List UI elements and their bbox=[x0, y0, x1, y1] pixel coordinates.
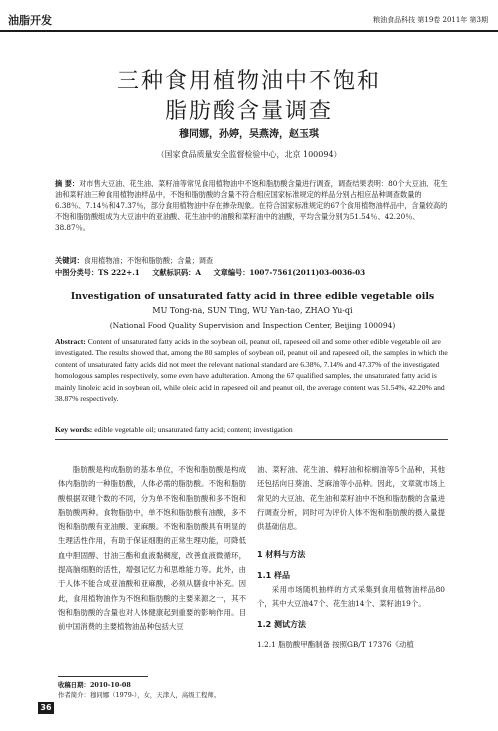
journal-info: 粮油食品科技 第19卷 2011年 第3期 bbox=[373, 16, 488, 24]
title-line-1: 三种食用植物油中不饱和 bbox=[116, 69, 381, 94]
document-code: 文献标识码：A bbox=[152, 268, 201, 277]
body-right-column bbox=[257, 463, 445, 652]
english-keywords-text: edible vegetable oil; unsaturated fatty acid; content; investigation bbox=[94, 425, 293, 434]
english-affiliation: (National Food Quality Supervision and Inspection Center, Beijing 100094) bbox=[109, 321, 396, 330]
author-bio: 作者简介：穆同娜（1979-），女，天津人，高级工程师。 bbox=[58, 691, 221, 699]
subsection-1-2: 1.2 测试方法 bbox=[257, 619, 306, 629]
article-number: 文章编号：1007-7561(2011)03-0036-03 bbox=[213, 268, 366, 277]
running-header bbox=[0, 0, 498, 40]
english-abstract-label: Abstract: bbox=[55, 337, 86, 346]
english-abstract bbox=[55, 336, 450, 404]
keywords-text: 食用植物油；不饱和脂肪酸；含量；调查 bbox=[83, 256, 214, 265]
body-left-column bbox=[58, 463, 246, 635]
classification-line bbox=[55, 268, 450, 278]
section-label: 油脂开发 bbox=[8, 14, 52, 27]
authors: 穆同娜，孙婷，吴燕涛，赵玉琪 bbox=[179, 129, 319, 140]
section-heading-1: 1 材料与方法 bbox=[257, 550, 306, 560]
abstract-label: 摘 要： bbox=[55, 179, 80, 188]
chinese-abstract bbox=[55, 178, 450, 233]
intro-continued: 油、菜籽油、花生油、棉籽油和棕榈油等5个品种，其他还包括向日葵油、芝麻油等小品种。因此，文章就市场上常见的大豆油、花生油和菜籽油中不饱和脂肪酸的含量进行调查分析，同时可为评价人体不饱和脂肪酸的摄入量提供基础信息。 bbox=[257, 465, 445, 532]
english-keywords-label: Key words: bbox=[55, 425, 93, 434]
intro-paragraph: 脂肪酸是构成脂肪的基本单位，不饱和脂肪酸是构成体内脂肪的一种脂肪酸，人体必需的脂肪酸。不饱和脂肪酸根据双键个数的不同，分为单不饱和脂肪酸和多不饱和脂肪酸两种。食物脂肪中，单不饱和脂肪酸有油酸，多不饱和脂肪酸有亚油酸、亚麻酸。不饱和脂肪酸具有明显的生理活性作用，有助于保证细胞的正常生理功能，可降低血中胆固醇、甘油三酯和血液黏稠度，改善血液微循环，提高脑细胞的活性，增强记忆力和思维能力等。此外，由于人体不能合成亚油酸和亚麻酸，必须从膳食中补充。因此，食用植物油作为不饱和脂肪酸的主要来源之一，其不饱和脂肪酸的含量也对人体健康起到重要的影响作用。目前中国消费的主要植物油品种包括大豆 bbox=[58, 465, 246, 632]
page-number: 36 bbox=[38, 702, 54, 714]
keywords-label: 关键词： bbox=[55, 256, 84, 265]
abstract-divider bbox=[55, 439, 448, 440]
english-authors: MU Tong-na, SUN Ting, WU Yan-tao, ZHAO Yu-qi bbox=[152, 306, 353, 315]
header-rule bbox=[0, 30, 498, 32]
received-date: 收稿日期：2010-10-08 bbox=[58, 681, 131, 689]
footnote-rule bbox=[58, 676, 148, 677]
english-title: Investigation of unsaturated fatty acid in three edible vegetable oils bbox=[70, 291, 435, 302]
abstract-text: 对市售大豆油、花生油、菜籽油等常见食用植物油中不饱和脂肪酸含量进行调查，调查结果表明：80个大豆油、花生油和菜籽油三种食用植物油样品中，不饱和脂肪酸的含量不符合相应国家标准规定的样品分别占相应品种调查数量的6.38％、7.14％和47.37％，部分食用植物油中存在掺杂现象。在符合国家标准规定的67个食用植物油样品中，含量较高的不饱和脂肪酸组成为大豆油中的亚油酸、花生油中的油酸和菜籽油中的油酸，平均含量分别为51.54％、42.20％、38.87％。 bbox=[55, 179, 448, 232]
subsection-1-2-1: 1.2.1 脂肪酸甲酯制备 按照GB/T 17376《动植 bbox=[257, 639, 414, 649]
subsection-1-1: 1.1 样品 bbox=[257, 570, 290, 580]
english-abstract-text: Content of unsaturated fatty acids in the soybean oil, peanut oil, rapeseed oil and some other edible vegetable oil are investigated. The results showed that, among the 80 samples of soybean oil, peanut oil and rapeseed oil, the samples in which the content of unsaturated fatty acids did not meet the relevant national standard are 6.38%, 7.14% and 47.37% of the investigated homologous samples respectively, some even have adulteration. Among the 67 qualified samples, the unsaturated fatty acid is mainly linoleic acid in soybean oil, while oleic acid in rapeseed oil and peanut oil, the average content was 51.54%, 42.20% and 38.87% respectively. bbox=[55, 337, 448, 404]
samples-text: 采用市场随机抽样的方式采集到食用植物油样品80个，其中大豆油47个、花生油14个、菜籽油19个。 bbox=[257, 585, 445, 609]
affiliation: （国家食品质量安全监督检验中心，北京 100094） bbox=[156, 150, 342, 159]
keywords bbox=[55, 256, 450, 266]
title-line-2: 脂肪酸含量调查 bbox=[164, 99, 333, 124]
english-keywords bbox=[55, 425, 450, 434]
clc-number: 中图分类号：TS 222+.1 bbox=[55, 268, 140, 277]
